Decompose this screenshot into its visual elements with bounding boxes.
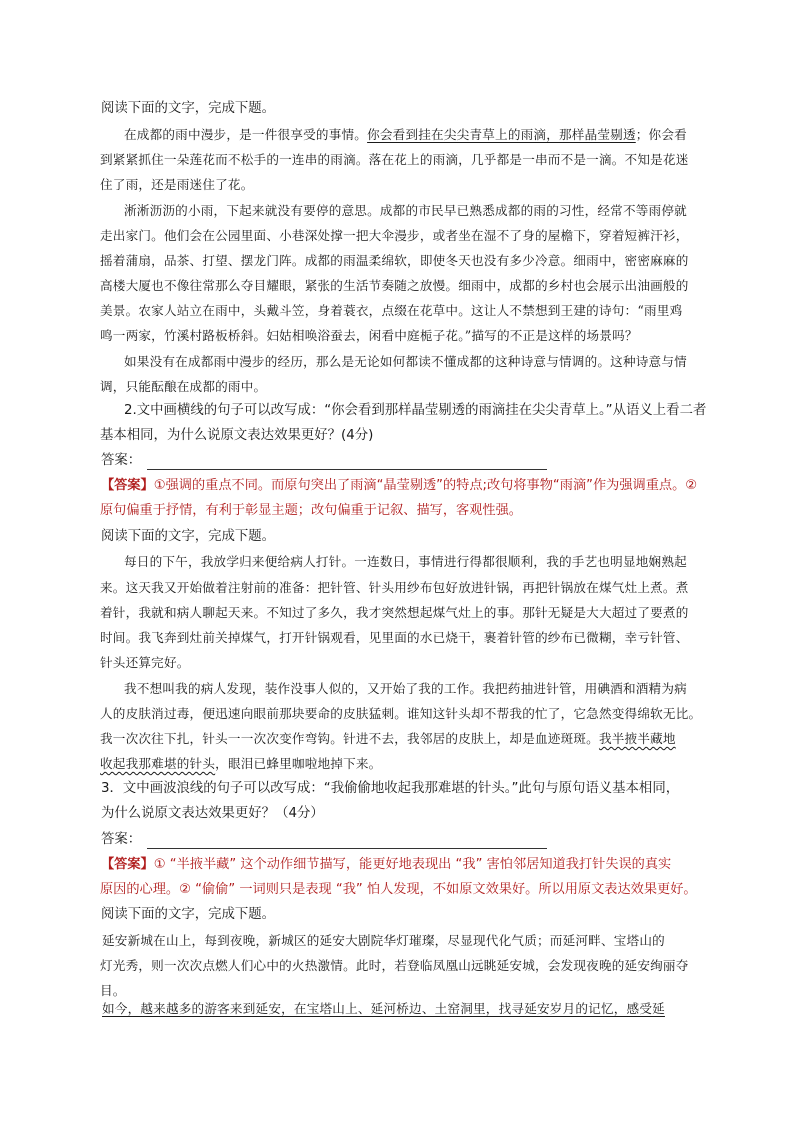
s1-p2-line1: 淅淅沥沥的小雨，下起来就没有要停的意思。成都的市民早已熟悉成都的雨的习性，经常不等雨停就 xyxy=(124,203,687,218)
wavy-underlined-sentence-part2: 收起我那难堪的针头 xyxy=(100,756,216,771)
s1-p1-line1: 在成都的雨中漫步，是一件很享受的事情。你会看到挂在尖尖青草上的雨滴，那样晶莹剔透；你会看 xyxy=(124,127,687,142)
s3-p1-line2: 灯光秀，则一次次点燃人们心中的火热激情。此时，若登临凤凰山远眺延安城，会发现夜晚的延安绚丽夺 xyxy=(100,958,689,973)
question-2-line1: 2.文中画横线的句子可以改写成：“你会看到那样晶莹剔透的雨滴挂在尖尖青草上。”从语义上看二者 xyxy=(124,403,707,418)
answer-tag: 【答案】 xyxy=(101,478,154,493)
s3-p1-line3: 目。 xyxy=(100,983,126,998)
answer-blank-line-2[interactable] xyxy=(147,835,547,849)
s1-p2-line5: 美景。农家人站立在雨中，头戴斗笠，身着蓑衣，点缀在花草中。这让人不禁想到王建的诗句：“雨里鸡 xyxy=(100,303,683,318)
question-3-line2: 为什么说原文表达效果更好？（4分） xyxy=(101,806,324,821)
answer-3-line2: 原因的心理。② “偷偷” 一词则只是表现 “我” 怕人发现，不如原文效果好。所以用原文表达效果更好。 xyxy=(100,882,697,897)
question-3-line1: 3．文中画波浪线的句子可以改写成：“我偷偷地收起我那难堪的针头。”此句与原句语义基本相同， xyxy=(101,781,680,796)
s1-p3-line2: 调，只能酝酿在成都的雨中。 xyxy=(100,379,267,394)
answer-2-line1: 【答案】①强调的重点不同。而原句突出了雨滴“晶莹剔透”的特点;改句将事物“雨滴”作为强调重点。② xyxy=(101,478,698,493)
s2-p1-line5: 针头还算完好。 xyxy=(100,655,190,670)
answer-tag-2: 【答案】 xyxy=(101,857,154,872)
s3-p1-line1: 延安新城在山上，每到夜晚，新城区的延安大剧院华灯璀璨，尽显现代化气质；而延河畔、宝塔山的 xyxy=(102,933,665,948)
wavy-underlined-sentence-part1: 我半掖半藏地 xyxy=(598,731,676,746)
section-1-intro: 阅读下面的文字，完成下题。 xyxy=(101,101,276,116)
section-2-intro: 阅读下面的文字，完成下题。 xyxy=(101,529,276,544)
s1-p2-line4: 高楼大厦也不像往常那么夺目耀眼，紧张的生活节奏随之放慢。细雨中，成都的乡村也会展示出油画般的 xyxy=(100,278,689,293)
s1-p2-line2: 走出家门。他们会在公园里面、小巷深处撑一把大伞漫步，或者坐在湿不了身的屋檐下，穿着短裤汗衫， xyxy=(100,228,689,243)
s2-p2-line1: 我不想叫我的病人发现，装作没事人似的，又开始了我的工作。我把药抽进针管，用碘酒和酒精为病 xyxy=(124,681,687,696)
s2-p2-line3: 我一次次往下扎，针头一一次次变作弯钩。针进不去，我邻居的皮肤上，却是血迹斑斑。我半掖半藏地 xyxy=(100,731,676,746)
s3-p2-line1: 如今，越来越多的游客来到延安，在宝塔山上、延河桥边、土窑洞里，找寻延安岁月的记忆，感受延 xyxy=(102,1001,665,1016)
answer-blank-line[interactable] xyxy=(147,456,547,470)
s2-p1-line3: 着针，我就和病人聊起天来。不知过了多久，我才突然想起煤气灶上的事。那针无疑是大大超过了要煮的 xyxy=(100,605,689,620)
s2-p2-line4: 收起我那难堪的针头，眼泪已蜂里咖啦地掉下来。 xyxy=(100,756,382,771)
s1-p1-line2: 到紧紧抓住一朵莲花而不松手的一连串的雨滴。落在花上的雨滴，几乎都是一串而不是一滴。不知是花迷 xyxy=(100,152,689,167)
question-2-line2: 基本相同，为什么说原文表达效果更好？(4分) xyxy=(100,428,374,443)
answer-blank-row-2: 答案： xyxy=(101,831,547,849)
s2-p1-line2: 来。这天我又开始做着注射前的准备：把针管、针头用纱布包好放进针锅，再把针锅放在煤气灶上煮。煮 xyxy=(100,580,689,595)
section-3-intro: 阅读下面的文字，完成下题。 xyxy=(101,907,276,922)
s1-p1-line3: 住了雨，还是雨迷住了花。 xyxy=(100,177,254,192)
answer-blank-row: 答案： xyxy=(101,452,547,470)
s2-p2-line2: 人的皮肤消过毒，便迅速向眼前那块要命的皮肤猛刺。谁知这针头却不帮我的忙了，它急然变得绵软无比。 xyxy=(100,706,702,721)
s1-p3-line1: 如果没有在成都雨中漫步的经历，那么是无论如何都读不懂成都的这种诗意与情调的。这种诗意与情 xyxy=(124,354,687,369)
s1-p2-line3: 摇着蒲扇，品茶、打望、摆龙门阵。成都的雨温柔绵软，即使冬天也没有多少冷意。细雨中，密密麻麻的 xyxy=(100,253,689,268)
answer-2-line2: 原句偏重于抒情，有利于彰显主题；改句偏重于记叙、描写，客观性强。 xyxy=(100,503,522,518)
s2-p1-line1: 每日的下午，我放学归来便给病人打针。一连数日，事情进行得都很顺利，我的手艺也明显地娴熟起 xyxy=(124,554,687,569)
s1-p2-line6: 鸣一两家，竹溪村路板桥斜。妇姑相唤浴蚕去，闲看中庭栀子花。”描写的不正是这样的场景吗？ xyxy=(100,328,638,343)
underlined-sentence: 你会看到挂在尖尖青草上的雨滴，那样晶莹剔透 xyxy=(367,127,636,142)
answer-3-line1: 【答案】① “半掖半藏” 这个动作细节描写，能更好地表现出 “我” 害怕邻居知道我打针失误的真实 xyxy=(101,857,672,872)
s2-p1-line4: 时间。我飞奔到灶前关掉煤气，打开针锅观看，见里面的水已烧干，裹着针管的纱布已微糊，幸亏针管、 xyxy=(100,630,689,645)
